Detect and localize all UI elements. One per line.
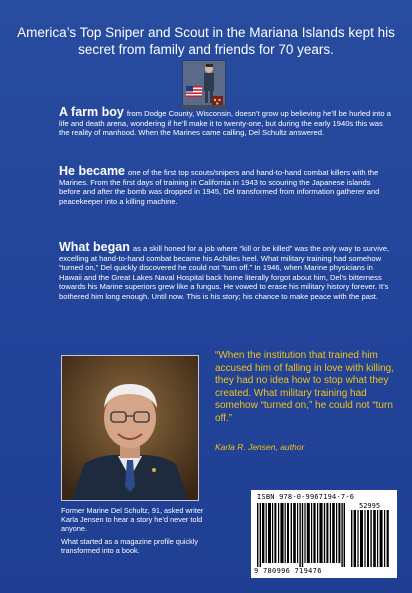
paragraph-farm-boy	[59, 105, 393, 138]
paragraph-lead: What began	[59, 240, 130, 254]
portrait-caption: Former Marine Del Schultz, 91, asked writer Karla Jensen to hear a story he’d never told anyone.	[61, 506, 204, 533]
paragraph-lead: A farm boy	[59, 105, 124, 119]
paragraph-what-began	[59, 240, 393, 301]
paragraph-lead: He became	[59, 164, 126, 178]
isbn-number: ISBN 978-0-9967194-7-6	[257, 493, 355, 501]
ean-barcode-bars	[257, 503, 345, 567]
pull-quote: “When the institution that trained him accused him of falling in love with killing, they had no idea how to stop what they created. What military training had somehow “turned on,” he could not “turn off.”	[215, 350, 394, 424]
paragraph-body: from Dodge County, Wisconsin, doesn’t grow up believing he’ll be hurled into a life and death arena, wondering if he’ll make it to twenty-one, but during the early 1940s this was the reality of manhood. When the Marines came calling, Del Schultz answered.	[59, 109, 391, 137]
price-addon-bars	[351, 510, 391, 567]
paragraph-body: as a skill honed for a job where “kill or be killed” was the only way to survive, excelling at hand-to-hand combat became his Achilles heel. What military training had somehow “turned on,” Del quickly discovered he could not “turn off.” In 1946, when Marine physicians in Hawaii and the Great Lakes Naval Hospital back home literally forgot about him, Del’s bitterness towards his Marine superiors grew like a fungus. He vowed to erase his military history forever. It’s bothered him long enough. Until now. This is his story; his chance to make peace with the past.	[59, 244, 390, 301]
pull-quote-author: Karla R. Jensen, author	[215, 442, 305, 452]
isbn-barcode	[251, 490, 397, 578]
price-code: 52995	[359, 502, 381, 510]
author-subject-portrait	[61, 355, 199, 501]
book-origin-caption: What started as a magazine profile quickly transformed into a book.	[61, 537, 199, 555]
ean-digits: 9 780996 719476	[254, 567, 322, 575]
paragraph-he-became	[59, 164, 393, 206]
marine-flag-photo	[182, 60, 226, 110]
paragraph-body: one of the first top scouts/snipers and hand-to-hand combat killers with the Marines. From the first days of training in California in 1943 to scouring the Japanese islands before and after the bomb was dropped in 1945, Del transformed from information gatherer and peacekeeper into a killing machine.	[59, 168, 380, 206]
cover-tagline: America’s Top Sniper and Scout in the Mariana Islands kept his secret from family and friends for 70 years.	[17, 25, 395, 57]
